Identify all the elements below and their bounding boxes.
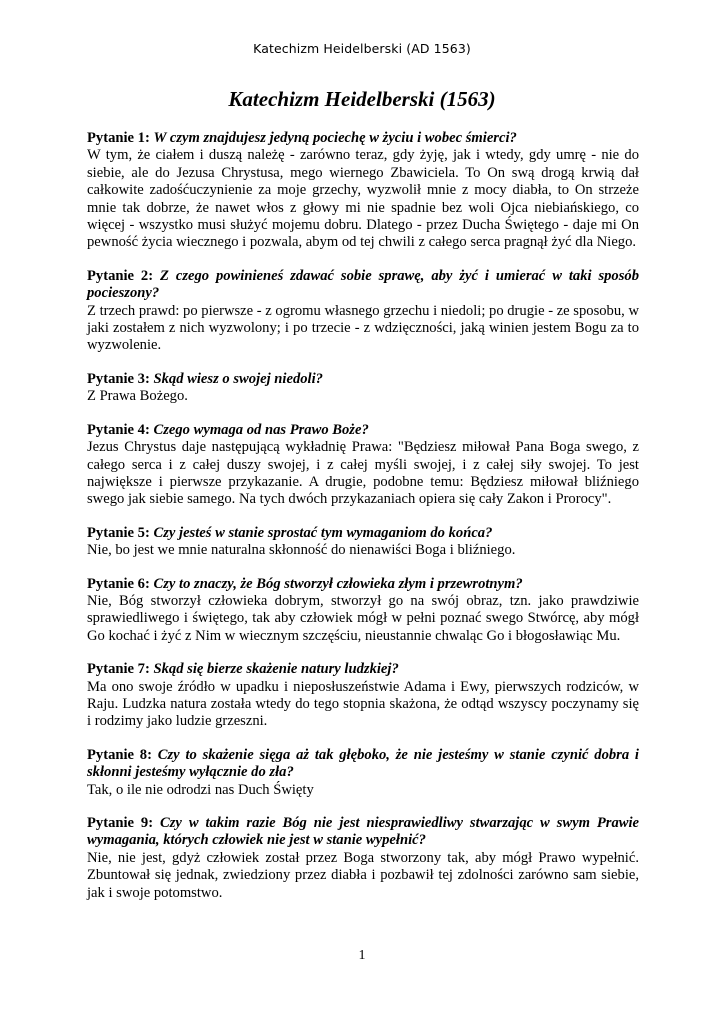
qa-item-8 <box>87 747 639 799</box>
question-text: Skąd się bierze skażenie natury ludzkiej? <box>153 661 399 678</box>
qa-item-4 <box>87 422 639 509</box>
question-text: Czego wymaga od nas Prawo Boże? <box>153 421 369 438</box>
answer-text: Nie, Bóg stworzył człowieka dobrym, stworzył go na swój obraz, tzn. jako prawdziwie sprawiedliwego i świętego, tak aby człowiek mógł w pełni poznać swego Stwórcę, aby mógł Go kochać i żyć z Nim w wiecznym szczęściu, nieustannie chwaląc Go i błogosławiąc Mu. <box>87 592 639 644</box>
question-text: Czy to znaczy, że Bóg stworzył człowieka złym i przewrotnym? <box>153 575 523 592</box>
question-text: W czym znajdujesz jedyną pociechę w życiu i wobec śmierci? <box>153 130 517 146</box>
question-label: Pytanie 9: <box>87 815 154 831</box>
question-label: Pytanie 7: <box>87 661 150 678</box>
page-title: Katechizm Heidelberski (1563) <box>228 87 496 111</box>
question-label: Pytanie 2: <box>87 267 154 284</box>
running-header: Katechizm Heidelberski (AD 1563) <box>253 41 471 56</box>
question-label: Pytanie 1: <box>87 130 150 146</box>
question-text: Z czego powinieneś zdawać sobie sprawę, aby żyć i umierać w taki sposób pocieszony? <box>87 267 639 302</box>
catechism-body <box>87 130 639 918</box>
answer-text: Jezus Chrystus daje następującą wykładnię Prawa: "Będziesz miłował Pana Boga swego, z całego serca i z całej duszy swojej, i z całej myśli swojej, i z całej siły swojej. To jest największe i pierwsze przykazanie. A drugie, podobne temu: Będziesz miłował bliźniego swego jak siebie samego. Na tych dwóch przykazaniach opiera się cały Zakon i Prorocy". <box>87 439 639 508</box>
page-number: 1 <box>358 948 366 963</box>
question-text: Czy jesteś w stanie sprostać tym wymaganiom do końca? <box>153 524 493 541</box>
question-label: Pytanie 8: <box>87 746 152 763</box>
question-label: Pytanie 5: <box>87 524 150 541</box>
question-text: Czy w takim razie Bóg nie jest niesprawiedliwy stwarzając w swym Prawie wymagania, których człowiek nie jest w stanie wypełnić? <box>87 815 640 849</box>
question-label: Pytanie 3: <box>87 370 150 387</box>
answer-text: Nie, bo jest we mnie naturalna skłonność do nienawiści Boga i bliźniego. <box>87 542 516 559</box>
answer-text: Ma ono swoje źródło w upadku i nieposłuszeństwie Adama i Ewy, pierwszych rodziców, w Raju. Ludzka natura została wtedy do tego stopnia skażona, że odtąd wszyscy poczynamy się i rodzimy jako ludzie grzeszni. <box>87 678 639 730</box>
qa-item-9 <box>87 815 639 902</box>
question-label: Pytanie 6: <box>87 575 150 592</box>
question-text: Skąd wiesz o swojej niedoli? <box>153 370 323 387</box>
qa-item-1 <box>87 130 639 252</box>
question-label: Pytanie 4: <box>87 421 150 438</box>
answer-text: Tak, o ile nie odrodzi nas Duch Święty <box>87 781 314 798</box>
question-text: Czy to skażenie sięga aż tak głęboko, że nie jesteśmy w stanie czynić dobra i skłonni jesteśmy wyłącznie do zła? <box>87 746 639 781</box>
qa-item-2 <box>87 268 639 355</box>
qa-item-6 <box>87 576 639 646</box>
answer-text: Z trzech prawd: po pierwsze - z ogromu własnego grzechu i niedoli; po drugie - ze sposobu, w jaki zostałem z nich wyzwolony; i po trzecie - z wdzięczności, jaką winien jestem Bogu za to wyzwolenie. <box>87 302 639 354</box>
answer-text: W tym, że ciałem i duszą należę - zarówno teraz, gdy żyję, jak i wtedy, gdy umrę - nie do siebie, ale do Jezusa Chrystusa, mego wiernego Zbawiciela. To On swą drogą krwią dał całkowite zadośćuczynienie za moje grzechy, wyzwolił mnie z mocy diabła, to On strzeże mnie tak dobrze, że nawet włos z głowy mi nie spadnie bez woli Ojca niebiańskiego, co więcej - wszystko musi służyć mojemu dobru. Dlatego - przez Ducha Świętego - daje mi On pewność życia wiecznego i pozwala, abym od tej chwili z całego serca pragnął żyć dla Niego. <box>87 147 639 251</box>
answer-text: Z Prawa Bożego. <box>87 388 188 405</box>
answer-text: Nie, nie jest, gdyż człowiek został przez Boga stworzony tak, aby mógł Prawo wypełnić. Zbuntował się jednak, zwiedziony przez diabła i pozbawił tej zdolności zarówno sam siebie, jak i swoje potomstwo. <box>87 849 639 901</box>
qa-item-3 <box>87 371 639 406</box>
qa-item-7 <box>87 661 639 731</box>
qa-item-5 <box>87 525 639 560</box>
